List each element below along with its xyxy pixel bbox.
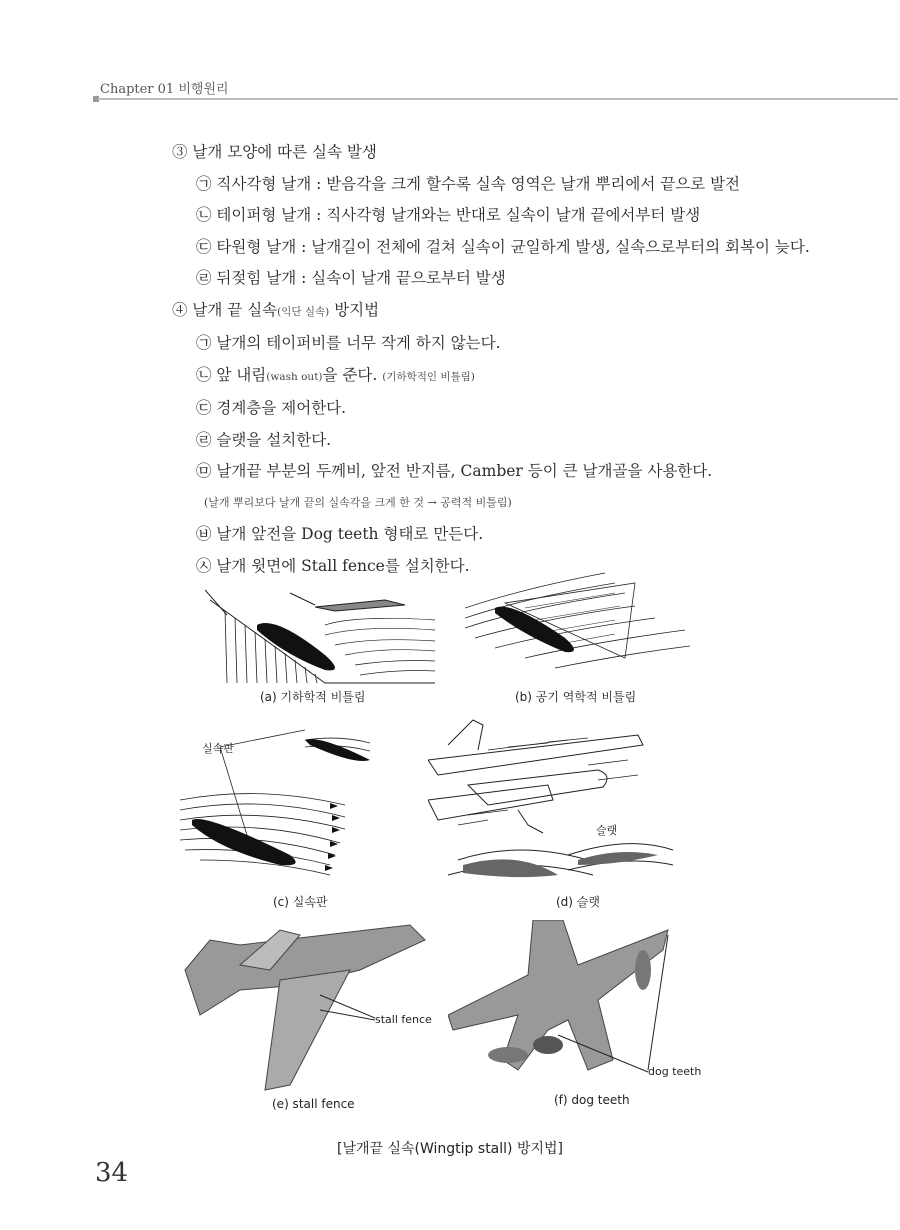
page-number: 34: [95, 1158, 129, 1188]
figure-e-label: stall fence: [375, 1013, 432, 1026]
item-text: ㉦ 날개 윗면에 Stall fence를 설치한다.: [196, 556, 470, 575]
figure-e-illustration: [180, 920, 440, 1095]
chapter-header: Chapter 01 비행원리: [100, 82, 229, 97]
item-text: ④ 날개 끝 실속: [172, 300, 278, 319]
item-fragment: 을 준다.: [322, 365, 383, 384]
figure-e-caption: (e) stall fence: [272, 1097, 355, 1111]
figure-c-caption: (c) 실속판: [273, 895, 328, 909]
item-fragment: (기하학적인 비틀림): [382, 370, 475, 383]
figure-a-illustration: [205, 585, 440, 685]
figure-d-label: 슬랫: [596, 824, 618, 837]
figure-f-label: dog teeth: [648, 1065, 702, 1078]
figure-b-illustration: [465, 568, 695, 678]
item-text: ㉥ 날개 앞전을 Dog teeth 형태로 만든다.: [196, 525, 484, 543]
item-text: ㉠ 날개의 테이퍼비를 너무 작게 하지 않는다.: [196, 334, 501, 352]
item-fragment: (wash out): [266, 370, 323, 383]
item-text: ㉣ 슬랫을 설치한다.: [196, 430, 332, 449]
figure-f-illustration: [448, 920, 673, 1085]
item-fragment: (익단 실속): [277, 305, 330, 318]
item-text: ㉢ 경계층을 제어한다.: [196, 399, 347, 417]
item-text: ㉤ 날개끝 부분의 두께비, 앞전 반지름, Camber 등이 큰 날개골을 사용한다.: [196, 462, 713, 480]
item-text: ③ 날개 모양에 따른 실속 발생: [172, 143, 377, 161]
figure-f-caption: (f) dog teeth: [554, 1093, 630, 1107]
item-fragment: 방지법: [329, 300, 380, 319]
item-text: ㉠ 직사각형 날개 : 받음각을 크게 할수록 실속 영역은 날개 뿌리에서 끝으로 발전: [196, 174, 741, 193]
figure-d-illustration: [428, 715, 678, 890]
item-text: ㉡ 테이퍼형 날개 : 직사각형 날개와는 반대로 실속이 날개 끝에서부터 발생: [196, 206, 701, 224]
item-text: ㉡ 앞 내림: [196, 365, 267, 384]
figure-b-caption: (b) 공기 역학적 비틀림: [515, 690, 637, 704]
figure-caption: [날개끝 실속(Wingtip stall) 방지법]: [337, 1141, 563, 1157]
figure-a-caption: (a) 기하학적 비틀림: [260, 690, 366, 704]
figure-c-label: 실속판: [202, 742, 234, 755]
item-text: (날개 뿌리보다 날개 끝의 실속각을 크게 한 것 → 공력적 비틀림): [204, 495, 512, 509]
figure-d-caption: (d) 슬랫: [556, 895, 600, 909]
item-text: ㉣ 뒤젖힘 날개 : 실속이 날개 끝으로부터 발생: [196, 269, 506, 287]
item-text: ㉢ 타원형 날개 : 날개길이 전체에 걸쳐 실속이 균일하게 발생, 실속으로부터의 회복이 늦다.: [196, 237, 810, 256]
